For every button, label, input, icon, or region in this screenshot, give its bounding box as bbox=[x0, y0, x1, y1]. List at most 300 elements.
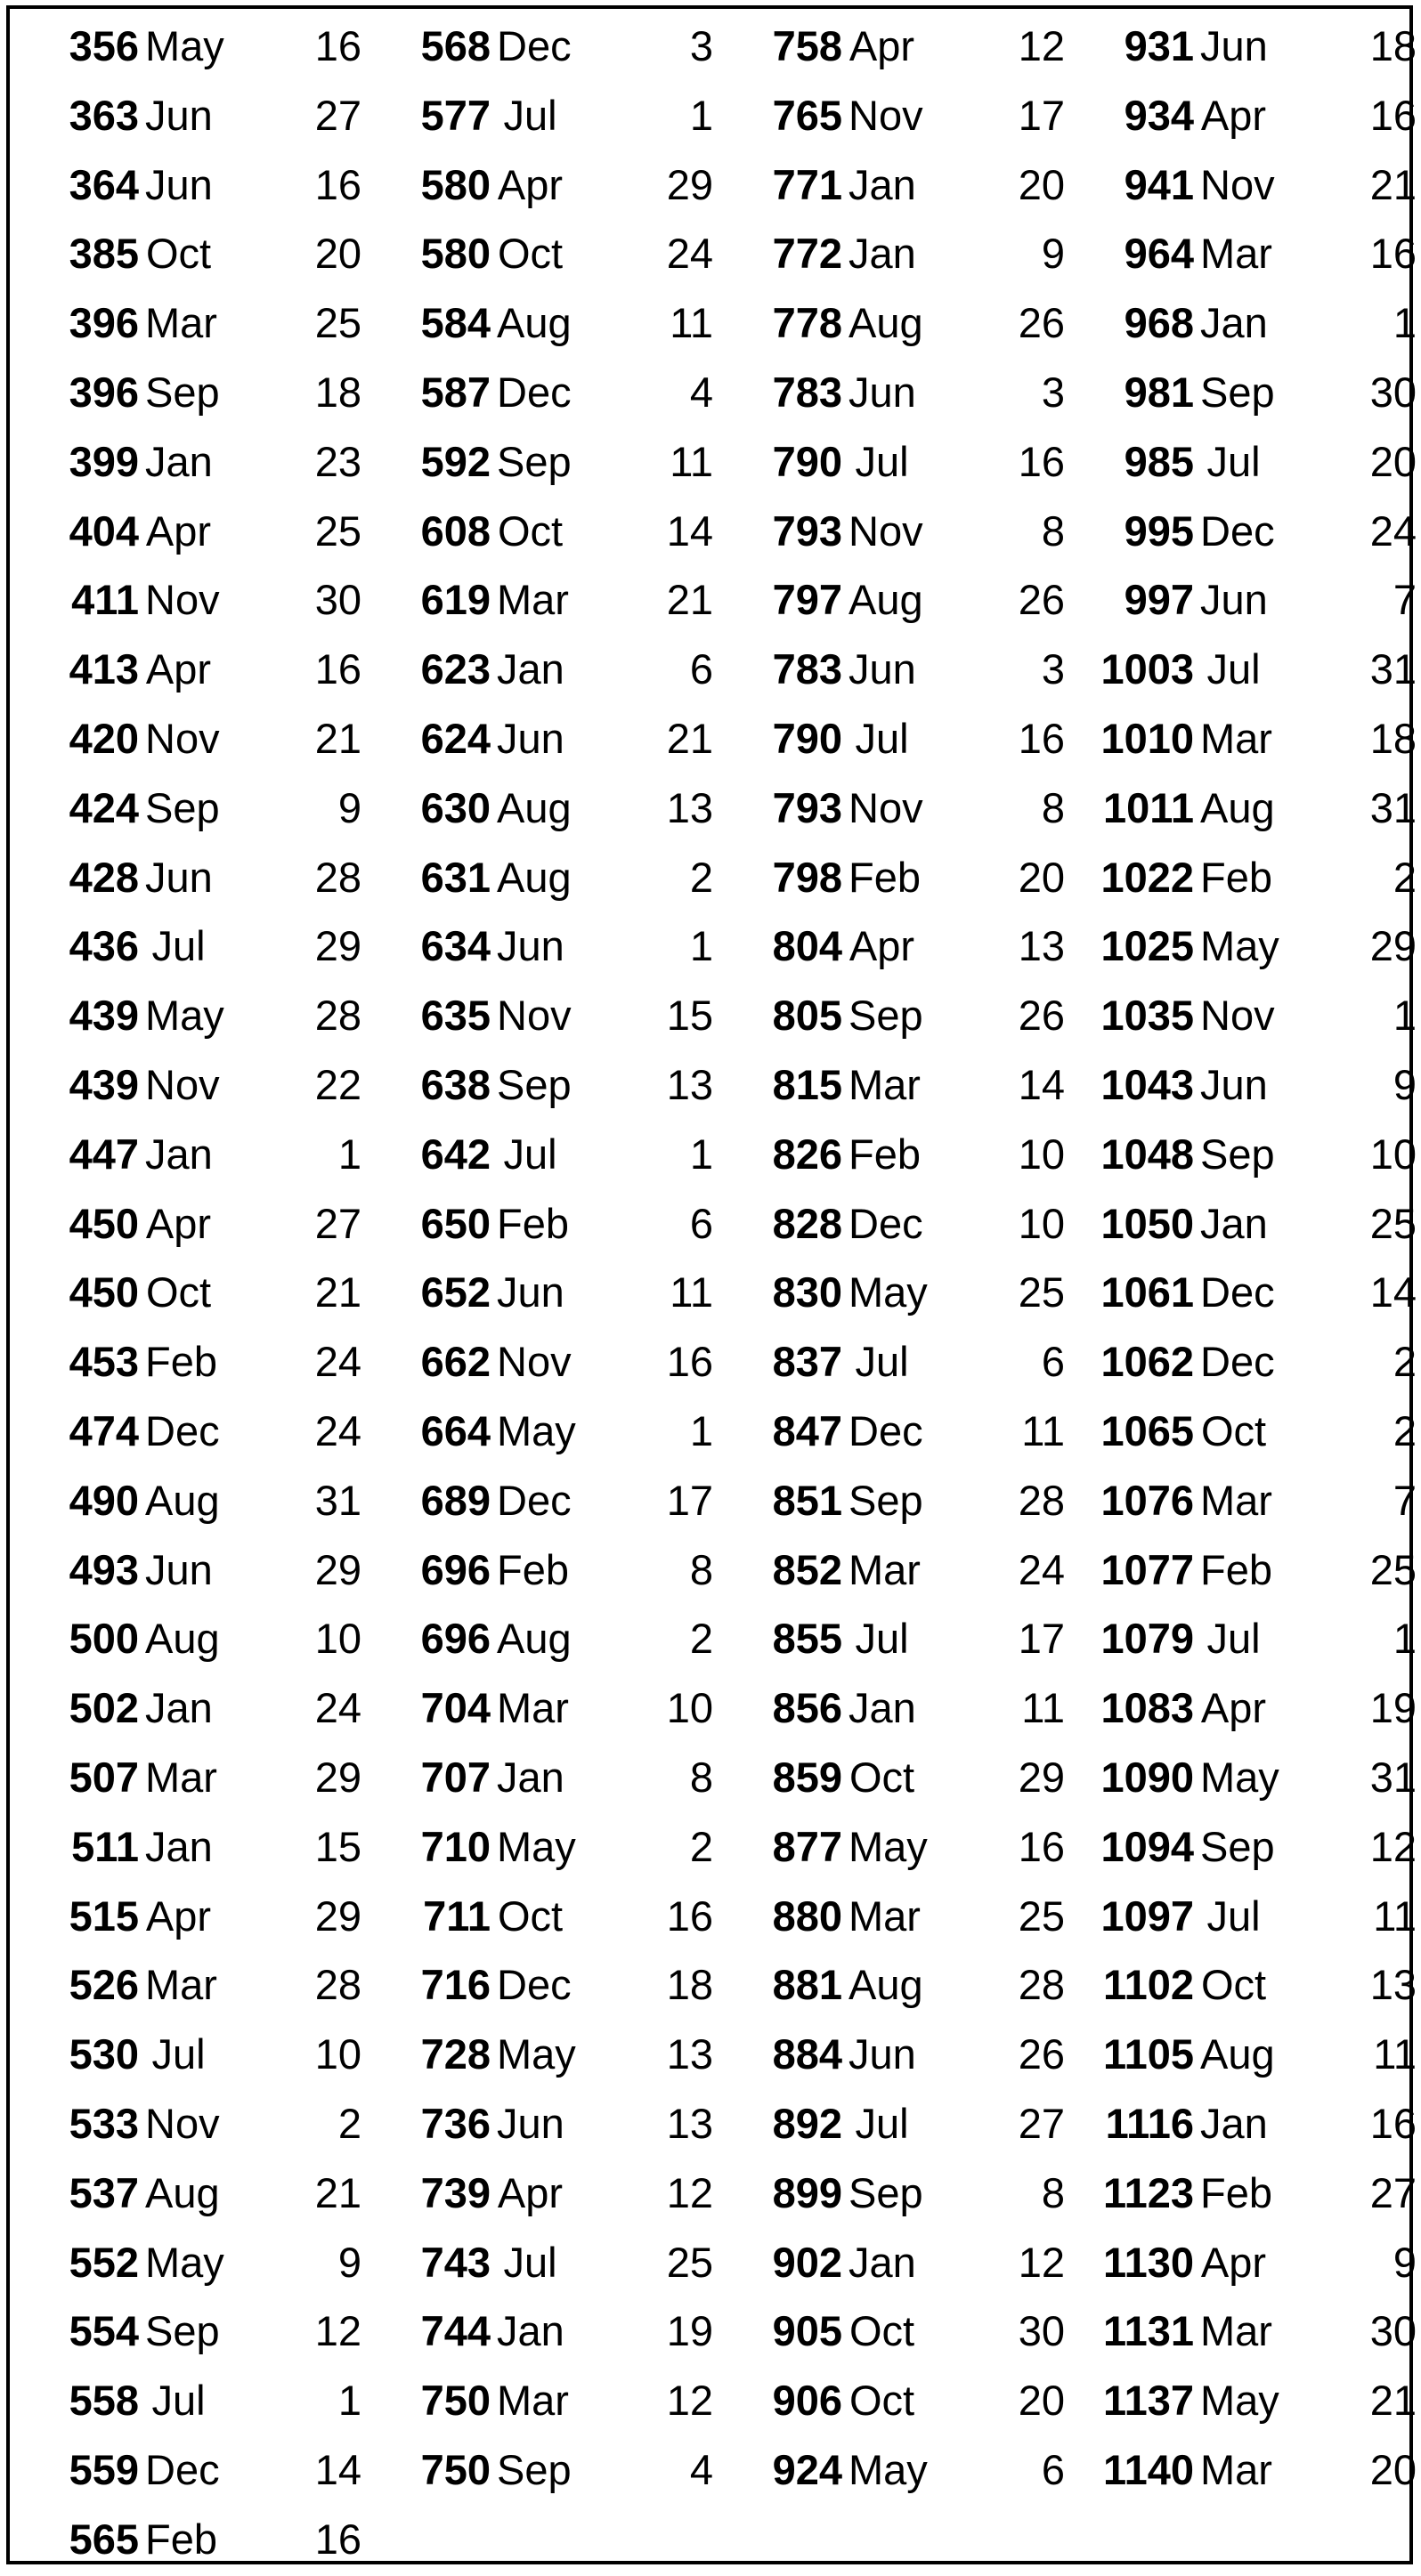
entry-day: 10 bbox=[1018, 1199, 1065, 1247]
entry-day: 2 bbox=[1393, 1338, 1417, 1386]
list-item bbox=[10, 355, 361, 425]
entry-month: Feb bbox=[1200, 853, 1272, 901]
entry-number: 1083 bbox=[1100, 1684, 1194, 1732]
list-item bbox=[713, 1463, 1065, 1533]
list-item bbox=[713, 425, 1065, 494]
list-item bbox=[713, 840, 1065, 910]
entry-number: 1003 bbox=[1100, 645, 1194, 693]
entry-number: 1025 bbox=[1100, 922, 1194, 970]
entry-day: 20 bbox=[1018, 2377, 1065, 2425]
entry-number: 859 bbox=[772, 1754, 842, 1801]
entry-month: Oct bbox=[145, 230, 212, 278]
entry-number: 1011 bbox=[1103, 783, 1194, 831]
list-item bbox=[10, 286, 361, 355]
list-item bbox=[1065, 1601, 1417, 1671]
entry-month: Oct bbox=[849, 2377, 915, 2425]
entry-month: Nov bbox=[497, 1338, 572, 1386]
entry-month: Dec bbox=[1200, 1268, 1275, 1316]
entry-month: Dec bbox=[145, 2446, 220, 2493]
entry-month: Apr bbox=[849, 22, 915, 69]
entry-number: 502 bbox=[69, 1684, 139, 1732]
entry-month: Oct bbox=[1200, 1961, 1267, 2009]
entry-number: 537 bbox=[69, 2168, 139, 2216]
entry-number: 707 bbox=[420, 1754, 491, 1801]
entry-month: Jun bbox=[497, 922, 564, 970]
entry-month: Jun bbox=[497, 1268, 564, 1316]
entry-day: 3 bbox=[1041, 645, 1065, 693]
entry-number: 997 bbox=[1124, 576, 1194, 624]
entry-day: 7 bbox=[1393, 576, 1417, 624]
entry-number: 985 bbox=[1124, 437, 1194, 485]
entry-number: 750 bbox=[420, 2446, 491, 2493]
entry-month: Oct bbox=[145, 1268, 212, 1316]
list-item bbox=[1065, 1324, 1417, 1394]
entry-month: Feb bbox=[849, 1130, 921, 1178]
entry-day: 2 bbox=[1393, 853, 1417, 901]
entry-month: Aug bbox=[849, 576, 923, 624]
entry-day: 9 bbox=[337, 783, 361, 831]
entry-number: 1123 bbox=[1103, 2168, 1194, 2216]
entry-number: 815 bbox=[772, 1061, 842, 1108]
entry-day: 9 bbox=[1393, 2238, 1417, 2286]
list-item bbox=[1065, 2225, 1417, 2295]
entry-month: Jan bbox=[1200, 2100, 1268, 2147]
entry-day: 31 bbox=[1369, 645, 1417, 693]
entry-number: 1048 bbox=[1100, 1130, 1194, 1178]
entry-number: 739 bbox=[420, 2168, 491, 2216]
entry-number: 744 bbox=[420, 2307, 491, 2355]
list-item bbox=[10, 2502, 361, 2572]
entry-month: Jun bbox=[1200, 1061, 1268, 1108]
list-item bbox=[361, 840, 713, 910]
entry-number: 1062 bbox=[1100, 1338, 1194, 1386]
entry-month: Aug bbox=[497, 853, 572, 901]
entry-day: 17 bbox=[1018, 91, 1065, 139]
entry-number: 450 bbox=[69, 1268, 139, 1316]
list-item bbox=[1065, 1810, 1417, 1879]
list-item bbox=[713, 1671, 1065, 1740]
entry-number: 500 bbox=[69, 1615, 139, 1663]
entry-month: Jan bbox=[497, 645, 564, 693]
entry-number: 592 bbox=[420, 437, 491, 485]
entry-number: 790 bbox=[772, 715, 842, 762]
entry-number: 385 bbox=[69, 230, 139, 278]
list-item bbox=[713, 1048, 1065, 1117]
entry-month: May bbox=[497, 2030, 576, 2078]
entry-month: Nov bbox=[145, 576, 220, 624]
list-item bbox=[1065, 1463, 1417, 1533]
entry-day: 26 bbox=[1018, 299, 1065, 347]
list-item bbox=[10, 1463, 361, 1533]
entry-day: 25 bbox=[1369, 1545, 1417, 1593]
entry-month: Apr bbox=[497, 2168, 564, 2216]
list-item bbox=[1065, 1671, 1417, 1740]
entry-month: Aug bbox=[849, 1961, 923, 2009]
entry-number: 490 bbox=[69, 1476, 139, 1524]
entry-month: Sep bbox=[1200, 1130, 1275, 1178]
entry-month: Jul bbox=[503, 1130, 557, 1178]
entry-month: Jul bbox=[855, 437, 909, 485]
entry-month: Jun bbox=[145, 91, 213, 139]
entry-number: 736 bbox=[420, 2100, 491, 2147]
list-item bbox=[361, 216, 713, 286]
entry-day: 14 bbox=[1369, 1268, 1417, 1316]
entry-day: 21 bbox=[1369, 2377, 1417, 2425]
entry-day: 27 bbox=[314, 91, 361, 139]
entry-day: 8 bbox=[689, 1545, 713, 1593]
list-item bbox=[713, 2294, 1065, 2363]
entry-number: 1079 bbox=[1100, 1615, 1194, 1663]
list-item bbox=[361, 494, 713, 563]
list-item bbox=[1065, 632, 1417, 701]
list-item bbox=[361, 2433, 713, 2502]
entry-number: 474 bbox=[69, 1407, 139, 1454]
entry-month: Feb bbox=[849, 853, 921, 901]
entry-month: May bbox=[145, 2238, 224, 2286]
list-item bbox=[1065, 1533, 1417, 1602]
entry-day: 2 bbox=[337, 2100, 361, 2147]
list-item bbox=[361, 1740, 713, 1810]
entry-number: 631 bbox=[420, 853, 491, 901]
list-item bbox=[713, 2363, 1065, 2433]
list-item bbox=[361, 1048, 713, 1117]
entry-month: May bbox=[497, 1822, 576, 1870]
entry-day: 21 bbox=[314, 1268, 361, 1316]
list-item bbox=[361, 78, 713, 148]
list-item bbox=[713, 2225, 1065, 2295]
entry-month: Dec bbox=[1200, 506, 1275, 555]
entry-day: 28 bbox=[314, 853, 361, 901]
entry-month: Mar bbox=[497, 576, 569, 624]
list-item bbox=[713, 286, 1065, 355]
entry-day: 8 bbox=[1041, 783, 1065, 831]
list-item bbox=[361, 2156, 713, 2225]
list-item bbox=[713, 9, 1065, 78]
entry-day: 16 bbox=[314, 22, 361, 69]
entry-number: 830 bbox=[772, 1268, 842, 1316]
entry-day: 13 bbox=[666, 2030, 713, 2078]
entry-month: Aug bbox=[497, 783, 572, 831]
list-item bbox=[10, 9, 361, 78]
entry-day: 10 bbox=[1018, 1130, 1065, 1178]
entry-month: Jul bbox=[151, 922, 206, 970]
list-item bbox=[713, 771, 1065, 840]
entry-day: 13 bbox=[666, 1061, 713, 1108]
entry-day: 6 bbox=[689, 1199, 713, 1247]
list-item bbox=[713, 1601, 1065, 1671]
entry-day: 2 bbox=[689, 1615, 713, 1663]
list-item bbox=[713, 978, 1065, 1048]
entry-number: 880 bbox=[772, 1891, 842, 1940]
list-item bbox=[713, 1255, 1065, 1324]
entry-number: 964 bbox=[1124, 230, 1194, 278]
entry-day: 12 bbox=[666, 2168, 713, 2216]
entry-day: 20 bbox=[314, 230, 361, 278]
entry-month: Nov bbox=[1200, 992, 1275, 1040]
entry-number: 906 bbox=[772, 2377, 842, 2425]
entry-number: 981 bbox=[1124, 369, 1194, 416]
entry-number: 439 bbox=[69, 992, 139, 1040]
entry-number: 515 bbox=[69, 1891, 139, 1940]
entry-month: Aug bbox=[849, 299, 923, 347]
entry-day: 2 bbox=[1393, 1407, 1417, 1454]
entry-month: Oct bbox=[849, 2307, 915, 2355]
entry-month: Jul bbox=[1206, 437, 1261, 485]
entry-month: Jan bbox=[145, 1130, 213, 1178]
list-item bbox=[1065, 2156, 1417, 2225]
entry-day: 2 bbox=[689, 853, 713, 901]
entry-month: Jul bbox=[855, 1615, 909, 1663]
entry-month: Nov bbox=[145, 2100, 220, 2147]
entry-number: 526 bbox=[69, 1961, 139, 2009]
entry-month: May bbox=[1200, 2377, 1279, 2425]
entry-day: 10 bbox=[1369, 1130, 1417, 1178]
list-item bbox=[361, 978, 713, 1048]
entry-number: 580 bbox=[420, 230, 491, 278]
entry-month: Feb bbox=[1200, 1545, 1272, 1593]
entry-day: 26 bbox=[1018, 992, 1065, 1040]
entry-day: 19 bbox=[1369, 1684, 1417, 1732]
list-item bbox=[361, 701, 713, 771]
list-item bbox=[1065, 1255, 1417, 1324]
entry-month: Mar bbox=[1200, 2307, 1272, 2355]
entry-number: 797 bbox=[772, 576, 842, 624]
entry-day: 25 bbox=[314, 506, 361, 555]
entry-day: 22 bbox=[314, 1061, 361, 1108]
entry-number: 662 bbox=[420, 1338, 491, 1386]
list-item bbox=[361, 355, 713, 425]
list-item bbox=[10, 1810, 361, 1879]
entry-day: 1 bbox=[337, 1130, 361, 1178]
table-frame bbox=[6, 5, 1417, 2564]
entry-day: 20 bbox=[1018, 853, 1065, 901]
entry-number: 828 bbox=[772, 1199, 842, 1247]
entry-month: Jan bbox=[145, 1822, 213, 1870]
entry-number: 934 bbox=[1124, 91, 1194, 139]
entry-day: 18 bbox=[1369, 22, 1417, 69]
entry-month: Jun bbox=[1200, 576, 1268, 624]
entry-day: 29 bbox=[666, 160, 713, 208]
entry-number: 1050 bbox=[1100, 1199, 1194, 1247]
entry-month: May bbox=[849, 1822, 928, 1870]
entry-month: Aug bbox=[145, 1476, 220, 1524]
list-item bbox=[10, 563, 361, 632]
list-item bbox=[1065, 2294, 1417, 2363]
entry-number: 447 bbox=[69, 1130, 139, 1178]
entry-number: 642 bbox=[420, 1130, 491, 1178]
entry-number: 728 bbox=[420, 2030, 491, 2078]
list-item bbox=[10, 909, 361, 978]
entry-day: 16 bbox=[1369, 91, 1417, 139]
entry-number: 1140 bbox=[1103, 2446, 1194, 2493]
entry-day: 12 bbox=[314, 2307, 361, 2355]
entry-month: Dec bbox=[849, 1199, 923, 1247]
entry-number: 793 bbox=[772, 783, 842, 831]
entry-number: 931 bbox=[1124, 22, 1194, 69]
list-item bbox=[361, 1948, 713, 2017]
entry-day: 31 bbox=[314, 1476, 361, 1524]
entry-month: Mar bbox=[849, 1061, 921, 1108]
entry-month: Jul bbox=[503, 2238, 557, 2286]
entry-month: Dec bbox=[497, 1476, 572, 1524]
entry-day: 25 bbox=[1018, 1891, 1065, 1940]
entry-number: 793 bbox=[772, 506, 842, 555]
entry-day: 24 bbox=[1018, 1545, 1065, 1593]
entry-day: 29 bbox=[1369, 922, 1417, 970]
list-item bbox=[361, 2225, 713, 2295]
entry-day: 20 bbox=[1018, 160, 1065, 208]
list-item bbox=[10, 216, 361, 286]
entry-number: 404 bbox=[69, 506, 139, 555]
entry-day: 18 bbox=[314, 369, 361, 416]
entry-number: 399 bbox=[69, 437, 139, 485]
entry-month: Jan bbox=[849, 160, 916, 208]
entry-month: Nov bbox=[145, 715, 220, 762]
entry-day: 11 bbox=[1021, 1407, 1065, 1454]
entry-month: Jan bbox=[497, 1754, 564, 1801]
list-item bbox=[713, 1324, 1065, 1394]
entry-number: 356 bbox=[69, 22, 139, 69]
list-item bbox=[361, 909, 713, 978]
entry-month: Sep bbox=[1200, 369, 1275, 416]
list-item bbox=[361, 2294, 713, 2363]
entry-number: 1105 bbox=[1103, 2030, 1194, 2078]
entry-day: 16 bbox=[314, 2515, 361, 2563]
entry-number: 881 bbox=[772, 1961, 842, 2009]
entry-month: Aug bbox=[497, 299, 572, 347]
entry-day: 7 bbox=[1393, 1476, 1417, 1524]
list-item bbox=[1065, 148, 1417, 217]
entry-day: 11 bbox=[670, 1268, 713, 1316]
list-item bbox=[361, 2017, 713, 2086]
entry-number: 587 bbox=[420, 369, 491, 416]
list-item bbox=[361, 1187, 713, 1256]
list-item bbox=[10, 978, 361, 1048]
entry-day: 12 bbox=[1018, 22, 1065, 69]
entry-day: 1 bbox=[689, 1130, 713, 1178]
entry-day: 16 bbox=[1018, 437, 1065, 485]
entry-day: 1 bbox=[1393, 992, 1417, 1040]
list-item bbox=[10, 1048, 361, 1117]
entry-day: 13 bbox=[1018, 922, 1065, 970]
entry-month: Dec bbox=[1200, 1338, 1275, 1386]
entry-number: 826 bbox=[772, 1130, 842, 1178]
list-item bbox=[361, 1533, 713, 1602]
entry-day: 18 bbox=[1369, 715, 1417, 762]
list-item bbox=[713, 1948, 1065, 2017]
entry-number: 1094 bbox=[1100, 1822, 1194, 1870]
entry-day: 12 bbox=[666, 2377, 713, 2425]
entry-day: 16 bbox=[1369, 230, 1417, 278]
entry-number: 619 bbox=[420, 576, 491, 624]
entry-number: 1076 bbox=[1100, 1476, 1194, 1524]
list-item bbox=[10, 1879, 361, 1948]
entry-day: 28 bbox=[1018, 1476, 1065, 1524]
entry-month: Feb bbox=[497, 1545, 569, 1593]
entry-number: 554 bbox=[69, 2307, 139, 2355]
entry-number: 1010 bbox=[1100, 715, 1194, 762]
entry-day: 20 bbox=[1369, 2446, 1417, 2493]
entry-day: 9 bbox=[1393, 1061, 1417, 1108]
list-item bbox=[361, 2086, 713, 2156]
list-item bbox=[713, 701, 1065, 771]
entry-number: 565 bbox=[69, 2515, 139, 2563]
list-item bbox=[361, 1394, 713, 1463]
entry-number: 396 bbox=[69, 369, 139, 416]
list-item bbox=[361, 1879, 713, 1948]
entry-day: 12 bbox=[1369, 1822, 1417, 1870]
entry-number: 1065 bbox=[1100, 1407, 1194, 1454]
entry-number: 758 bbox=[772, 22, 842, 69]
entry-number: 424 bbox=[69, 783, 139, 831]
entry-day: 31 bbox=[1369, 1754, 1417, 1801]
entry-month: Oct bbox=[497, 1891, 564, 1940]
list-item bbox=[1065, 1948, 1417, 2017]
entry-day: 17 bbox=[1018, 1615, 1065, 1663]
entry-month: Oct bbox=[849, 1754, 915, 1801]
list-item bbox=[10, 1255, 361, 1324]
entry-day: 25 bbox=[666, 2238, 713, 2286]
entry-month: Mar bbox=[849, 1545, 921, 1593]
entry-number: 638 bbox=[420, 1061, 491, 1108]
entry-month: Nov bbox=[1200, 160, 1275, 208]
list-item bbox=[361, 1810, 713, 1879]
entry-number: 765 bbox=[772, 91, 842, 139]
entry-number: 798 bbox=[772, 853, 842, 901]
entry-day: 14 bbox=[1018, 1061, 1065, 1108]
entry-number: 995 bbox=[1124, 506, 1194, 555]
entry-number: 507 bbox=[69, 1754, 139, 1801]
entry-number: 783 bbox=[772, 645, 842, 693]
entry-number: 1102 bbox=[1103, 1961, 1194, 2009]
list-item bbox=[713, 2156, 1065, 2225]
entry-month: Aug bbox=[1200, 783, 1275, 831]
entry-number: 1035 bbox=[1100, 992, 1194, 1040]
entry-number: 530 bbox=[69, 2030, 139, 2078]
entry-month: Mar bbox=[145, 299, 217, 347]
entry-month: Oct bbox=[497, 230, 564, 278]
entry-number: 1097 bbox=[1100, 1891, 1194, 1940]
entry-number: 696 bbox=[420, 1615, 491, 1663]
entry-day: 16 bbox=[666, 1891, 713, 1940]
list-item bbox=[10, 2086, 361, 2156]
entry-month: Apr bbox=[849, 922, 915, 970]
entry-day: 1 bbox=[689, 91, 713, 139]
entry-month: Jul bbox=[1206, 1615, 1261, 1663]
entry-number: 624 bbox=[420, 715, 491, 762]
entry-month: May bbox=[849, 2446, 928, 2493]
entry-month: Jan bbox=[145, 1684, 213, 1732]
entry-day: 28 bbox=[314, 1961, 361, 2009]
entry-day: 13 bbox=[666, 783, 713, 831]
list-item bbox=[10, 1740, 361, 1810]
entry-number: 630 bbox=[420, 783, 491, 831]
list-item bbox=[1065, 1187, 1417, 1256]
entry-number: 580 bbox=[420, 160, 491, 208]
entry-number: 689 bbox=[420, 1476, 491, 1524]
entry-day: 14 bbox=[314, 2446, 361, 2493]
entry-number: 892 bbox=[772, 2100, 842, 2147]
entry-number: 650 bbox=[420, 1199, 491, 1247]
entry-day: 9 bbox=[337, 2238, 361, 2286]
list-item bbox=[713, 909, 1065, 978]
entry-day: 25 bbox=[314, 299, 361, 347]
entry-day: 8 bbox=[1041, 506, 1065, 555]
entry-number: 364 bbox=[69, 160, 139, 208]
entry-month: Dec bbox=[849, 1407, 923, 1454]
entry-day: 1 bbox=[689, 1407, 713, 1454]
entry-day: 25 bbox=[1369, 1199, 1417, 1247]
